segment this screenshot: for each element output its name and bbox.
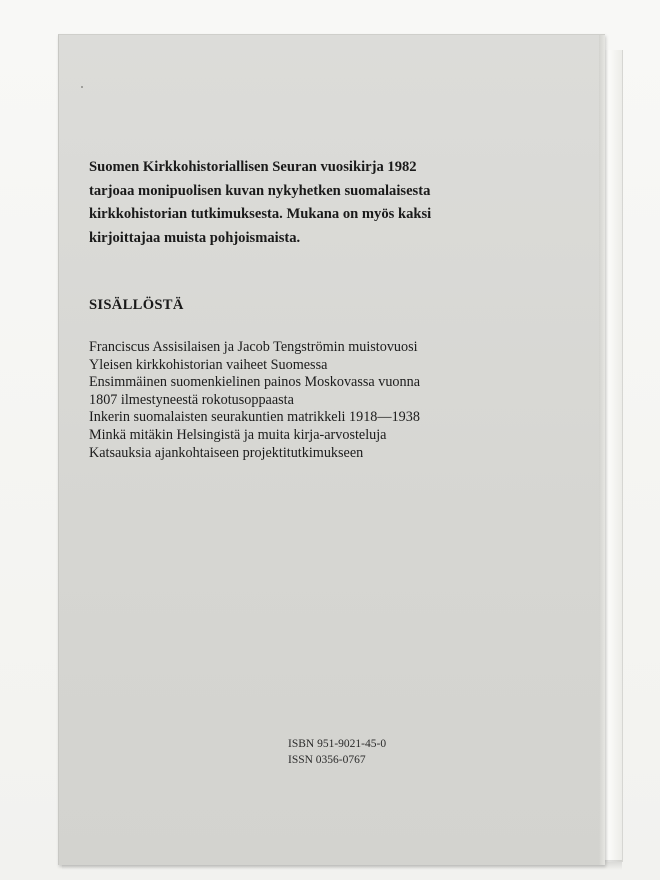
issn-number: ISSN 0356-0767 <box>288 754 366 766</box>
contents-list <box>89 339 549 462</box>
isbn-number: ISBN 951-9021-45-0 <box>288 738 387 750</box>
contents-item: 1807 ilmestyneestä rokotusoppaasta <box>89 391 294 408</box>
contents-item: Franciscus Assisilaisen ja Jacob Tengströmin muistovuosi <box>89 339 418 355</box>
contents-heading: SISÄLLÖSTÄ <box>89 297 184 313</box>
contents-item: Ensimmäinen suomenkielinen painos Moskovassa vuonna <box>89 374 420 391</box>
contents-item: Katsauksia ajankohtaiseen projektitutkimukseen <box>89 444 364 461</box>
contents-item: Inkerin suomalaisten seurakuntien matrikkeli 1918—1938 <box>89 409 420 426</box>
cover-blurb: Suomen Kirkkohistoriallisen Seuran vuosikirja 1982 tarjoaa monipuolisen kuvan nykyhetken suomalaisesta kirkkohistorian tutkimuksesta. Mukana on myös kaksi kirjoittajaa muista pohjoismaista. <box>89 159 432 246</box>
contents-item: Yleisen kirkkohistorian vaiheet Suomessa <box>89 356 328 373</box>
contents-item: Minkä mitäkin Helsingistä ja muita kirja-arvosteluja <box>89 426 387 443</box>
dust-speck <box>81 86 83 88</box>
cover-edge <box>599 35 605 865</box>
identifier-block <box>288 736 386 768</box>
